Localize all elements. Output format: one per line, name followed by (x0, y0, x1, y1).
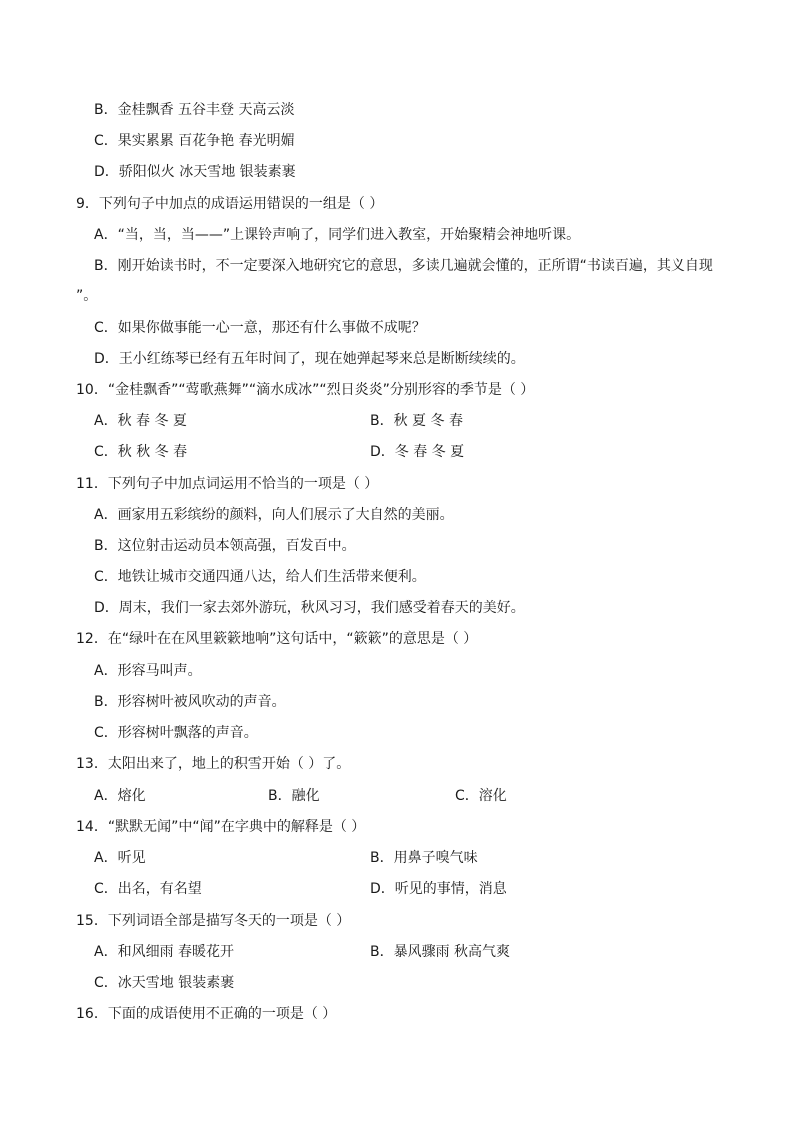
q13-stem: 13．太阳出来了，地上的积雪开始（ ）了。 (76, 756, 351, 772)
q14-option-a: A．听见 (94, 850, 146, 866)
q15-stem: 15．下列词语全部是描写冬天的一项是（ ） (76, 913, 351, 929)
q14-option-d: D．听见的事情，消息 (370, 881, 507, 897)
q10-option-c: C．秋 秋 冬 春 (94, 444, 188, 460)
q10-option-b: B．秋 夏 冬 春 (370, 413, 463, 429)
q9-option-d: D．王小红练琴已经有五年时间了，现在她弹起琴来总是断断续续的。 (94, 351, 525, 367)
q12-option-c: C．形容树叶飘落的声音。 (94, 725, 258, 741)
q12-option-a: A．形容马叫声。 (94, 663, 202, 679)
q13-option-b: B．融化 (268, 788, 320, 804)
q11-option-c: C．地铁让城市交通四通八达，给人们生活带来便利。 (94, 569, 426, 585)
q12-option-b: B．形容树叶被风吹动的声音。 (94, 694, 286, 710)
q8-option-c: C．果实累累 百花争艳 春光明媚 (94, 133, 295, 149)
q10-stem: 10．“金桂飘香”“莺歌燕舞”“滴水成冰”“烈日炎炎”分别形容的季节是（ ） (76, 382, 535, 398)
q9-stem: 9．下列句子中加点的成语运用错误的一组是（ ） (76, 196, 384, 212)
q8-option-d: D．骄阳似火 冰天雪地 银装素裹 (94, 164, 296, 180)
q12-stem: 12．在“绿叶在在风里簌簌地响”这句话中，“簌簌”的意思是（ ） (76, 631, 478, 647)
q15-option-b: B．暴风骤雨 秋高气爽 (370, 944, 511, 960)
q8-option-b: B．金桂飘香 五谷丰登 天高云淡 (94, 102, 295, 118)
q9-option-c: C．如果你做事能一心一意，那还有什么事做不成呢？ (94, 320, 426, 336)
q11-option-d: D．周末，我们一家去郊外游玩，秋风习习，我们感受着春天的美好。 (94, 600, 525, 616)
q9-option-b-line1: B．刚开始读书时，不一定要深入地研究它的意思，多读几遍就会懂的，正所谓“书读百遍，其义自现 (94, 258, 713, 274)
q11-option-b: B．这位射击运动员本领高强，百发百中。 (94, 538, 356, 554)
q15-option-c: C．冰天雪地 银装素裹 (94, 975, 235, 991)
q9-option-b-line2: ”。 (76, 288, 98, 304)
q13-option-a: A．熔化 (94, 788, 146, 804)
q14-stem: 14．“默默无闻”中“闻”在字典中的解释是（ ） (76, 819, 366, 835)
q14-option-b: B．用鼻子嗅气味 (370, 850, 478, 866)
q14-option-c: C．出名，有名望 (94, 881, 202, 897)
q10-option-a: A．秋 春 冬 夏 (94, 413, 187, 429)
q16-stem: 16．下面的成语使用不正确的一项是（ ） (76, 1006, 337, 1022)
q11-stem: 11．下列句子中加点词运用不恰当的一项是（ ） (76, 476, 379, 492)
q13-option-c: C．溶化 (455, 788, 507, 804)
q10-option-d: D．冬 春 冬 夏 (370, 444, 465, 460)
q11-option-a: A．画家用五彩缤纷的颜料，向人们展示了大自然的美丽。 (94, 507, 454, 523)
q15-option-a: A．和风细雨 春暖花开 (94, 944, 235, 960)
q9-option-a: A．“当，当，当——”上课铃声响了，同学们进入教室，开始聚精会神地听课。 (94, 227, 581, 243)
